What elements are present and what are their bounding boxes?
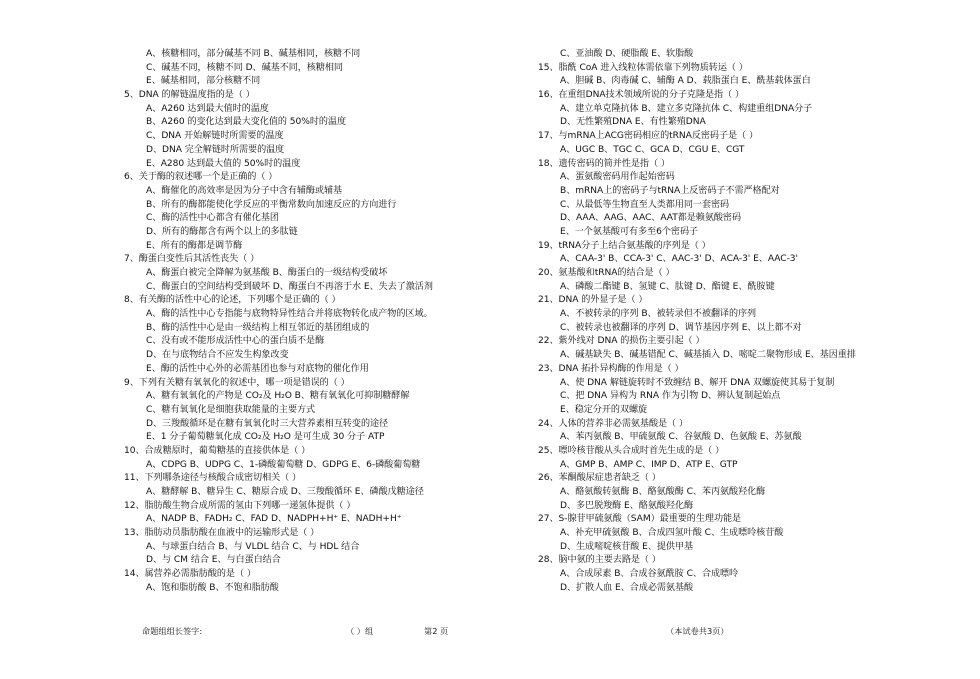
answer-options: C、DNA 开始解链时所需要的温度 (146, 131, 284, 142)
answer-options: A、饱和脂肪酸 B、不饱和脂肪酸 (146, 582, 279, 593)
footer-signature: 命题组组长签字: (142, 626, 203, 636)
answer-options: B、所有的酶都能使化学反应的平衡常数向加速反应的方向进行 (146, 199, 397, 210)
answer-options: A、糖有氧氧化的产物是 CO₂及 H₂O B、糖有氧氧化可抑制糖酵解 (146, 391, 410, 402)
answer-options: C、把 DNA 异构为 RNA 作为引物 D、辨认复制起始点 (560, 391, 781, 402)
question-stem: 12、脂肪酸生物合成所需的氢由下列哪一递氢体提供（ ） (124, 500, 356, 511)
answer-options: A、不被转录的序列 B、被转录但不被翻译的序列 (560, 309, 757, 320)
question-stem: 22、紫外线对 DNA 的损伤主要引起（ ） (538, 336, 705, 347)
answer-options: C、酶蛋白的空间结构受到破坏 D、酶蛋白不再溶于水 E、失去了激活剂 (146, 281, 433, 292)
answer-options: A、CDPG B、UDPG C、1-磷酸葡萄糖 D、GDPG E、6-磷酸葡萄糖 (146, 459, 421, 470)
answer-options: A、建立单克隆抗体 B、建立多克隆抗体 C、构建重组DNA分子 (560, 103, 813, 114)
question-stem: 25、嘌呤核苷酸从头合成时首先生成的是（ ） (538, 445, 725, 456)
answer-options: C、亚油酸 D、硬脂酸 E、软脂酸 (560, 49, 694, 59)
left-column (124, 48, 528, 596)
answer-options: B、酶的活性中心是由一级结构上相互邻近的基团组成的 (146, 322, 370, 333)
footer-total-pages: （本试卷共3页） (666, 626, 729, 636)
answer-options: A、碱基缺失 B、碱基错配 C、碱基插入 D、嘧啶二聚物形成 E、基因重排 (560, 350, 856, 361)
answer-options: D、多巴脱羧酶 E、酪氨酸羟化酶 (560, 500, 694, 511)
answer-options: A、蛋氨酸密码用作起始密码 (560, 172, 675, 183)
question-stem: 5、DNA 的解链温度指的是（ ） (124, 90, 255, 101)
answer-options: A、合成尿素 B、合成谷氨酰胺 C、合成嘌呤 (560, 569, 739, 580)
answer-options: B、A260 的变化达到最大变化值的 50%时的温度 (146, 117, 347, 128)
question-stem: 20、氨基酸和tRNA的结合是（ ） (538, 268, 675, 278)
answer-options: C、碱基不同，核糖不同 D、碱基不同，核糖相同 (146, 62, 343, 73)
answer-options: A、核糖相同，部分碱基不同 B、碱基相同，核糖不同 (146, 49, 361, 59)
answer-options: C、被转录也被翻译的序列 D、调节基因序列 E、以上都不对 (560, 322, 802, 333)
answer-options: A、GMP B、AMP C、IMP D、ATP E、GTP (560, 459, 738, 470)
answer-options: E、A280 达到最大值的 50%时的温度 (146, 158, 301, 169)
answer-options: A、苯丙氨酸 B、甲硫氨酸 C、谷氨酸 D、色氨酸 E、苏氨酸 (560, 432, 802, 443)
answer-options: C、糖有氧氧化是细胞获取能量的主要方式 (146, 404, 316, 415)
answer-options: A、酶蛋白被完全降解为氨基酸 B、酶蛋白的一级结构受破坏 (146, 268, 388, 278)
answer-options: D、DNA 完全解链时所需要的温度 (146, 144, 285, 155)
answer-options: D、扩散人血 E、合成必需氨基酸 (560, 582, 694, 593)
question-stem: 28、脑中氨的主要去路是（ ） (538, 555, 661, 566)
question-stem: 11、下列哪条途径与核酸合成密切相关（ ） (124, 473, 302, 484)
question-stem: 21、DNA 的外显子是（ ） (538, 295, 648, 306)
answer-options: D、AAA、AAG、AAC、AAT都是赖氨酸密码 (560, 213, 742, 224)
answer-options: D、生成嘧啶核苷酸 E、提供甲基 (560, 541, 694, 552)
question-stem: 7、酶蛋白变性后其活性丧失（ ） (124, 254, 260, 265)
answer-options: A、酪氨酸转氨酶 B、酪氨酸酶 C、苯丙氨酸羟化酶 (560, 487, 766, 497)
answer-options: E、所有的酶都是调节酶 (146, 240, 243, 251)
answer-options: C、从最低等生物直至人类都用同一套密码 (560, 199, 730, 210)
answer-options: D、三羧酸循环是在糖有氧氧化时三大营养素相互转变的途径 (146, 418, 389, 429)
answer-options: E、稳定分开的双螺旋 (560, 404, 648, 415)
answer-options: A、CAA-3' B、CCA-3' C、AAC-3' D、ACA-3' E、AAC-3' (560, 254, 798, 265)
footer-page-number: 第2 页 (424, 626, 449, 636)
question-stem: 6、关于酶的叙述哪一个是正确的（ ） (124, 172, 278, 183)
question-stem: 24、人体的营养非必需氨基酸是（ ） (538, 418, 688, 429)
answer-options: A、NADP B、FADH₂ C、FAD D、NADPH+H⁺ E、NADH+H⁺ (146, 514, 402, 525)
question-stem: 23、DNA 拓扑异构酶的作用是（ ） (538, 363, 684, 374)
answer-options: C、酶的活性中心都含有催化基团 (146, 213, 279, 224)
answer-options: E、一个氨基酸可有多至6个密码子 (560, 226, 699, 237)
answer-options: D、在与底物结合不应发生构象改变 (146, 350, 289, 361)
question-stem: 8、有关酶的活性中心的论述，下列哪个是正确的（ ） (124, 295, 341, 306)
answer-options: D、无性繁殖DNA E、有性繁殖DNA (560, 117, 706, 128)
question-stem: 26、苯酮酸尿症患者缺乏（ ） (538, 473, 661, 484)
question-stem: 16、在重组DNA技术领域所说的分子克隆是指（ ） (538, 90, 745, 101)
question-stem: 10、合成糖原时，葡萄糖基的直接供体是（ ） (124, 445, 311, 456)
question-stem: 9、下列有关糖有氧氧化的叙述中，哪一项是错误的（ ） (124, 377, 350, 388)
question-stem: 15、脂酰 CoA 进入线粒体需依靠下列物质转运（ ） (538, 62, 748, 73)
answer-options: A、酶催化的高效率是因为分子中含有辅酶或辅基 (146, 185, 343, 196)
answer-options: A、UGC B、TGC C、GCA D、CGU E、CGT (560, 144, 745, 155)
question-stem: 14、属营养必需脂肪酸的是（ ） (124, 569, 256, 580)
question-stem: 27、S-腺苷甲硫氨酸（SAM）最重要的生理功能是 (538, 514, 742, 525)
footer-group: （ ）组 (346, 626, 374, 636)
question-stem: 17、与mRNA上ACG密码相应的tRNA反密码子是（ ） (538, 131, 758, 142)
answer-options: A、A260 达到最大值时的温度 (146, 103, 269, 114)
answer-options: A、胆碱 B、肉毒碱 C、辅酶 A D、载脂蛋白 E、酰基载体蛋白 (560, 76, 811, 87)
answer-options: E、1 分子葡萄糖氧化成 CO₂及 H₂O 是可生成 30 分子 ATP (146, 432, 385, 443)
answer-options: A、使 DNA 解链旋转时不致缠结 B、解开 DNA 双螺旋使其易于复制 (560, 377, 835, 388)
right-column (538, 48, 930, 596)
question-stem: 18、遗传密码的简并性是指（ ） (538, 158, 670, 169)
answer-options: A、补充甲硫氨酸 B、合成四氢叶酸 C、生成嘌呤核苷酸 (560, 528, 784, 539)
answer-options: A、酶的活性中心专指能与底物特异性结合并将底物转化成产物的区域。 (146, 309, 433, 320)
question-stem: 13、脂肪动员脂肪酸在血液中的运输形式是（ ） (124, 528, 320, 539)
answer-options: A、糖酵解 B、糖异生 C、糖原合成 D、三羧酸循环 E、磷酸戊糖途径 (146, 487, 424, 497)
answer-options: D、与 CM 结合 E、与白蛋白结合 (146, 555, 281, 566)
question-stem: 19、tRNA分子上结合氨基酸的序列是（ ） (538, 240, 711, 251)
answer-options: A、与球蛋白结合 B、与 VLDL 结合 C、与 HDL 结合 (146, 541, 360, 552)
answer-options: B、mRNA上的密码子与tRNA上反密码子不需严格配对 (560, 185, 780, 196)
answer-options: D、所有的酶都含有两个以上的多肽链 (146, 226, 298, 237)
answer-options: A、磷酸二酯键 B、氢键 C、肽键 D、酯键 E、酰胺键 (560, 281, 775, 292)
answer-options: E、酶的活性中心外的必需基团也参与对底物的催化作用 (146, 363, 369, 374)
answer-options: E、碱基相同，部分核糖不同 (146, 76, 261, 87)
answer-options: C、没有或不能形成活性中心的蛋白质不是酶 (146, 336, 325, 347)
